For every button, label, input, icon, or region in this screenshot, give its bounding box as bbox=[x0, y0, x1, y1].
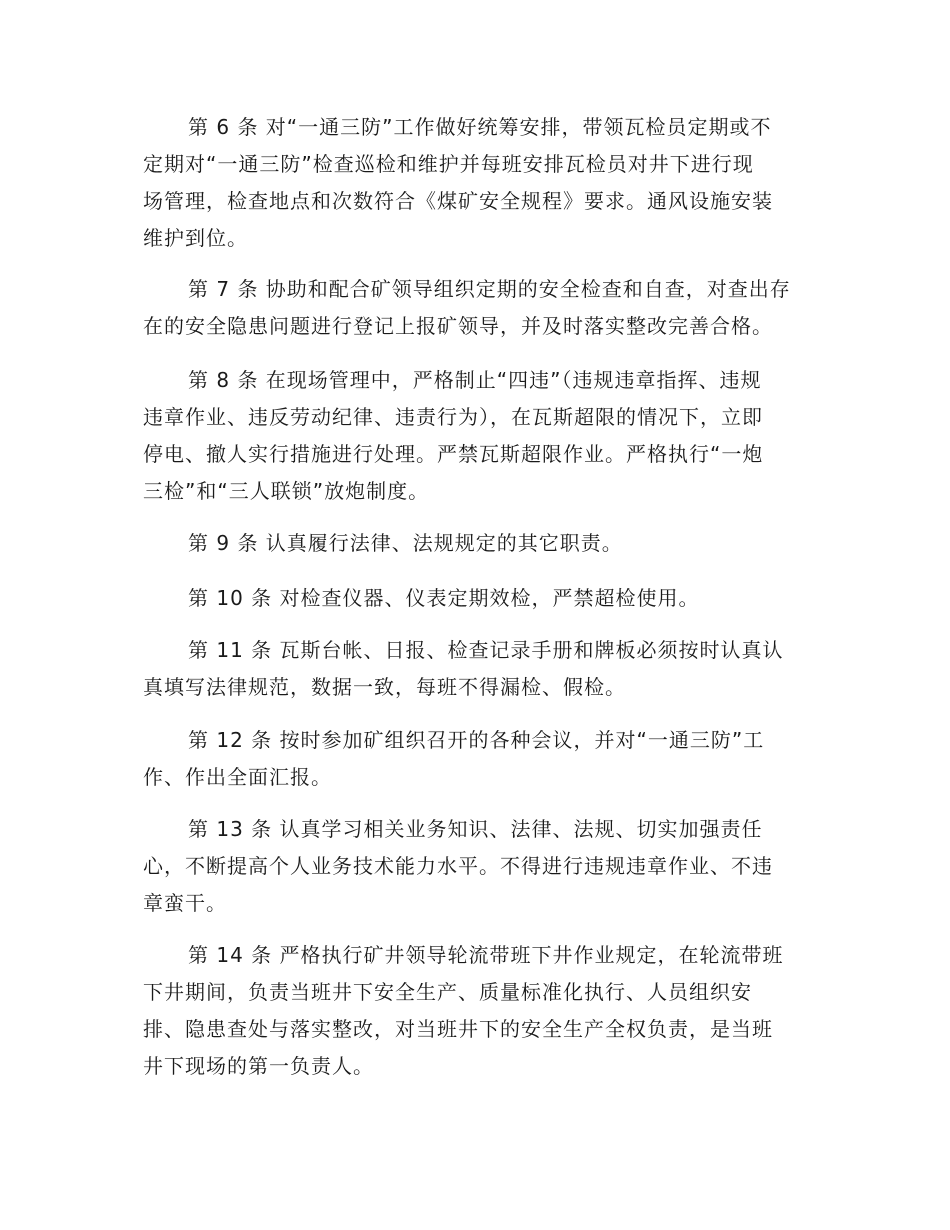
article-11 bbox=[143, 632, 803, 706]
article-14-line-2: 下井期间，负责当班井下安全生产、质量标准化执行、人员组织安 bbox=[143, 980, 752, 1004]
article-6-line-3: 场管理，检查地点和次数符合《煤矿安全规程》要求。通风设施安装 bbox=[143, 189, 773, 213]
article-10 bbox=[143, 580, 803, 617]
article-6-line-2: 定期对“一通三防”检查巡检和维护并每班安排瓦检员对井下进行现 bbox=[143, 152, 754, 176]
article-8-line-1: 第 8 条 在现场管理中，严格制止“四违”（违规违章指挥、违规 bbox=[188, 368, 762, 392]
article-13-line-3: 章蛮干。 bbox=[143, 891, 227, 915]
article-11-line-1: 第 11 条 瓦斯台帐、日报、检查记录手册和牌板必须按时认真认 bbox=[188, 638, 784, 662]
article-7-line-1: 第 7 条 协助和配合矿领导组织定期的安全检查和自查，对查出存 bbox=[188, 277, 791, 301]
article-8-line-4: 三检”和“三人联锁”放炮制度。 bbox=[143, 479, 430, 503]
article-12-line-2: 作、作出全面汇报。 bbox=[143, 765, 332, 789]
article-14-line-4: 井下现场的第一负责人。 bbox=[143, 1054, 374, 1078]
article-13-line-1: 第 13 条 认真学习相关业务知识、法律、法规、切实加强责任 bbox=[188, 817, 763, 841]
article-14-line-3: 排、隐患查处与落实整改，对当班井下的安全生产全权负责，是当班 bbox=[143, 1017, 773, 1041]
article-8-line-3: 停电、撤人实行措施进行处理。严禁瓦斯超限作业。严格执行“一炮 bbox=[143, 442, 764, 466]
article-12-line-1: 第 12 条 按时参加矿组织召开的各种会议，并对“一通三防”工 bbox=[188, 728, 765, 752]
article-11-line-2: 真填写法律规范，数据一致，每班不得漏检、假检。 bbox=[143, 675, 626, 699]
article-9-line-1: 第 9 条 认真履行法律、法规规定的其它职责。 bbox=[188, 531, 623, 555]
article-14 bbox=[143, 937, 803, 1085]
article-13 bbox=[143, 811, 803, 922]
article-14-line-1: 第 14 条 严格执行矿井领导轮流带班下井作业规定，在轮流带班 bbox=[188, 943, 784, 967]
article-12 bbox=[143, 722, 803, 796]
article-6 bbox=[143, 109, 803, 257]
article-6-line-1: 第 6 条 对“一通三防”工作做好统筹安排，带领瓦检员定期或不 bbox=[188, 115, 772, 139]
article-7 bbox=[143, 271, 803, 345]
article-10-line-1: 第 10 条 对检查仪器、仪表定期效检，严禁超检使用。 bbox=[188, 586, 700, 610]
article-9 bbox=[143, 525, 803, 562]
article-13-line-2: 心，不断提高个人业务技术能力水平。不得进行违规违章作业、不违 bbox=[143, 854, 773, 878]
article-6-line-4: 维护到位。 bbox=[143, 226, 248, 250]
article-8-line-2: 违章作业、违反劳动纪律、违责行为），在瓦斯超限的情况下，立即 bbox=[143, 405, 763, 429]
article-8 bbox=[143, 362, 803, 510]
article-7-line-2: 在的安全隐患问题进行登记上报矿领导，并及时落实整改完善合格。 bbox=[143, 314, 773, 338]
